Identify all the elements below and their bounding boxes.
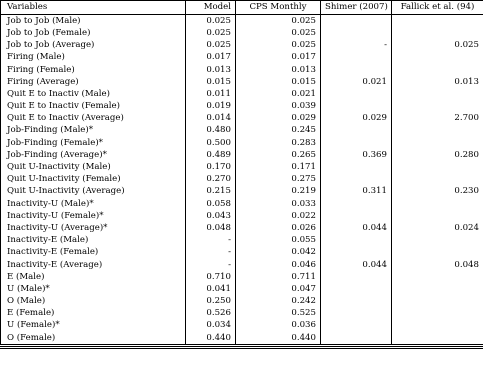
- model-cell: 0.041: [186, 283, 236, 295]
- fallick-cell: 0.230: [392, 186, 483, 198]
- model-cell: 0.013: [186, 64, 236, 76]
- fallick-cell: 0.048: [392, 259, 483, 271]
- cps-monthly-cell: 0.047: [236, 283, 321, 295]
- cps-monthly-cell: 0.025: [236, 39, 321, 51]
- variable-cell: Firing (Male): [1, 52, 186, 64]
- cps-monthly-cell: 0.711: [236, 271, 321, 283]
- model-cell: 0.019: [186, 100, 236, 112]
- cps-monthly-cell: 0.275: [236, 173, 321, 185]
- cps-monthly-cell: 0.021: [236, 88, 321, 100]
- model-cell: 0.500: [186, 137, 236, 149]
- table-row: [1, 88, 483, 100]
- variable-cell: Inactivity-U (Male)*: [1, 198, 186, 210]
- model-cell: 0.025: [186, 27, 236, 39]
- variable-cell: Quit U-Inactivity (Male): [1, 161, 186, 173]
- fallick-cell: [392, 283, 483, 295]
- variable-cell: Quit U-Inactivity (Average): [1, 186, 186, 198]
- variable-cell: Inactivity-U (Average)*: [1, 222, 186, 234]
- cps-monthly-cell: 0.440: [236, 332, 321, 345]
- shimer-cell: [321, 100, 392, 112]
- table-row: [1, 173, 483, 185]
- cps-monthly-cell: 0.265: [236, 149, 321, 161]
- shimer-cell: [321, 295, 392, 307]
- header-cps-monthly: CPS Monthly: [236, 1, 321, 15]
- shimer-cell: 0.044: [321, 259, 392, 271]
- cps-monthly-cell: 0.026: [236, 222, 321, 234]
- model-cell: -: [186, 234, 236, 246]
- fallick-cell: 0.280: [392, 149, 483, 161]
- variable-cell: O (Male): [1, 295, 186, 307]
- model-cell: -: [186, 247, 236, 259]
- table-row: [1, 15, 483, 28]
- variable-cell: E (Female): [1, 308, 186, 320]
- model-cell: 0.025: [186, 39, 236, 51]
- shimer-cell: [321, 52, 392, 64]
- model-cell: 0.270: [186, 173, 236, 185]
- shimer-cell: [321, 247, 392, 259]
- variable-cell: U (Female)*: [1, 320, 186, 332]
- model-cell: 0.710: [186, 271, 236, 283]
- cps-monthly-cell: 0.055: [236, 234, 321, 246]
- variable-cell: Inactivity-E (Female): [1, 247, 186, 259]
- variable-cell: Quit E to Inactiv (Male): [1, 88, 186, 100]
- model-cell: 0.526: [186, 308, 236, 320]
- table-row: [1, 125, 483, 137]
- cps-monthly-cell: 0.042: [236, 247, 321, 259]
- table-row: [1, 332, 483, 345]
- shimer-cell: 0.044: [321, 222, 392, 234]
- table-row: [1, 100, 483, 112]
- table-row: [1, 137, 483, 149]
- variable-cell: Job to Job (Female): [1, 27, 186, 39]
- fallick-cell: [392, 137, 483, 149]
- shimer-cell: [321, 234, 392, 246]
- model-cell: 0.025: [186, 15, 236, 28]
- table-row: [1, 283, 483, 295]
- header-fallick: Fallick et al. (94): [392, 1, 483, 15]
- table-row: [1, 308, 483, 320]
- fallick-cell: [392, 198, 483, 210]
- table-row: [1, 271, 483, 283]
- fallick-cell: 2.700: [392, 113, 483, 125]
- fallick-cell: 0.025: [392, 39, 483, 51]
- table-row: [1, 295, 483, 307]
- shimer-cell: [321, 198, 392, 210]
- model-cell: 0.014: [186, 113, 236, 125]
- shimer-cell: -: [321, 39, 392, 51]
- shimer-cell: 0.369: [321, 149, 392, 161]
- cps-monthly-cell: 0.039: [236, 100, 321, 112]
- table-row: [1, 52, 483, 64]
- table-row: [1, 161, 483, 173]
- table-row: [1, 113, 483, 125]
- shimer-cell: [321, 125, 392, 137]
- variable-cell: Quit U-Inactivity (Female): [1, 173, 186, 185]
- variable-cell: Firing (Average): [1, 76, 186, 88]
- shimer-cell: [321, 27, 392, 39]
- cps-monthly-cell: 0.022: [236, 210, 321, 222]
- shimer-cell: 0.029: [321, 113, 392, 125]
- header-model: Model: [186, 1, 236, 15]
- variable-cell: Job-Finding (Female)*: [1, 137, 186, 149]
- shimer-cell: 0.311: [321, 186, 392, 198]
- fallick-cell: [392, 100, 483, 112]
- table-row: [1, 186, 483, 198]
- model-cell: 0.250: [186, 295, 236, 307]
- table-header: [1, 1, 483, 15]
- fallick-cell: [392, 308, 483, 320]
- variable-cell: Inactivity-E (Average): [1, 259, 186, 271]
- cps-monthly-cell: 0.525: [236, 308, 321, 320]
- table-row: [1, 222, 483, 234]
- table-bottom-rule: [0, 346, 483, 349]
- cps-monthly-cell: 0.029: [236, 113, 321, 125]
- fallick-cell: [392, 271, 483, 283]
- fallick-cell: [392, 234, 483, 246]
- shimer-cell: [321, 320, 392, 332]
- header-row: [1, 1, 483, 15]
- variable-cell: Job to Job (Average): [1, 39, 186, 51]
- variable-cell: O (Female): [1, 332, 186, 345]
- table-row: [1, 64, 483, 76]
- cps-monthly-cell: 0.046: [236, 259, 321, 271]
- fallick-cell: 0.024: [392, 222, 483, 234]
- cps-monthly-cell: 0.017: [236, 52, 321, 64]
- fallick-cell: [392, 173, 483, 185]
- fallick-cell: [392, 15, 483, 28]
- header-shimer: Shimer (2007): [321, 1, 392, 15]
- cps-monthly-cell: 0.025: [236, 27, 321, 39]
- variable-cell: Quit E to Inactiv (Average): [1, 113, 186, 125]
- shimer-cell: [321, 332, 392, 345]
- table-row: [1, 76, 483, 88]
- model-cell: 0.011: [186, 88, 236, 100]
- variable-cell: Firing (Female): [1, 64, 186, 76]
- table-row: [1, 27, 483, 39]
- fallick-cell: [392, 332, 483, 345]
- fallick-cell: [392, 210, 483, 222]
- shimer-cell: [321, 88, 392, 100]
- shimer-cell: [321, 283, 392, 295]
- fallick-cell: [392, 52, 483, 64]
- fallick-cell: [392, 125, 483, 137]
- model-cell: 0.440: [186, 332, 236, 345]
- variable-cell: Job-Finding (Average)*: [1, 149, 186, 161]
- model-cell: 0.015: [186, 76, 236, 88]
- model-cell: 0.215: [186, 186, 236, 198]
- shimer-cell: [321, 161, 392, 173]
- fallick-cell: [392, 27, 483, 39]
- shimer-cell: [321, 173, 392, 185]
- variable-cell: Inactivity-U (Female)*: [1, 210, 186, 222]
- table-row: [1, 247, 483, 259]
- table-row: [1, 259, 483, 271]
- model-cell: 0.489: [186, 149, 236, 161]
- fallick-cell: [392, 64, 483, 76]
- shimer-cell: [321, 271, 392, 283]
- fallick-cell: [392, 247, 483, 259]
- fallick-cell: [392, 88, 483, 100]
- model-cell: 0.480: [186, 125, 236, 137]
- model-cell: 0.034: [186, 320, 236, 332]
- fallick-cell: 0.013: [392, 76, 483, 88]
- shimer-cell: [321, 15, 392, 28]
- model-cell: -: [186, 259, 236, 271]
- variable-cell: Job-Finding (Male)*: [1, 125, 186, 137]
- fallick-cell: [392, 295, 483, 307]
- table-row: [1, 198, 483, 210]
- cps-monthly-cell: 0.013: [236, 64, 321, 76]
- cps-monthly-cell: 0.245: [236, 125, 321, 137]
- cps-monthly-cell: 0.283: [236, 137, 321, 149]
- shimer-cell: [321, 308, 392, 320]
- table-body: [1, 15, 483, 345]
- cps-monthly-cell: 0.219: [236, 186, 321, 198]
- model-cell: 0.043: [186, 210, 236, 222]
- cps-monthly-cell: 0.025: [236, 15, 321, 28]
- variable-cell: Job to Job (Male): [1, 15, 186, 28]
- shimer-cell: 0.021: [321, 76, 392, 88]
- model-cell: 0.048: [186, 222, 236, 234]
- table-row: [1, 210, 483, 222]
- shimer-cell: [321, 64, 392, 76]
- table-row: [1, 149, 483, 161]
- fallick-cell: [392, 161, 483, 173]
- cps-monthly-cell: 0.242: [236, 295, 321, 307]
- table-row: [1, 234, 483, 246]
- model-cell: 0.058: [186, 198, 236, 210]
- cps-monthly-cell: 0.171: [236, 161, 321, 173]
- cps-monthly-cell: 0.015: [236, 76, 321, 88]
- shimer-cell: [321, 137, 392, 149]
- cps-monthly-cell: 0.036: [236, 320, 321, 332]
- variable-cell: Inactivity-E (Male): [1, 234, 186, 246]
- model-cell: 0.170: [186, 161, 236, 173]
- variable-cell: U (Male)*: [1, 283, 186, 295]
- variable-cell: E (Male): [1, 271, 186, 283]
- shimer-cell: [321, 210, 392, 222]
- variable-cell: Quit E to Inactiv (Female): [1, 100, 186, 112]
- fallick-cell: [392, 320, 483, 332]
- cps-monthly-cell: 0.033: [236, 198, 321, 210]
- table-row: [1, 39, 483, 51]
- model-cell: 0.017: [186, 52, 236, 64]
- table-row: [1, 320, 483, 332]
- header-variables: Variables: [1, 1, 186, 15]
